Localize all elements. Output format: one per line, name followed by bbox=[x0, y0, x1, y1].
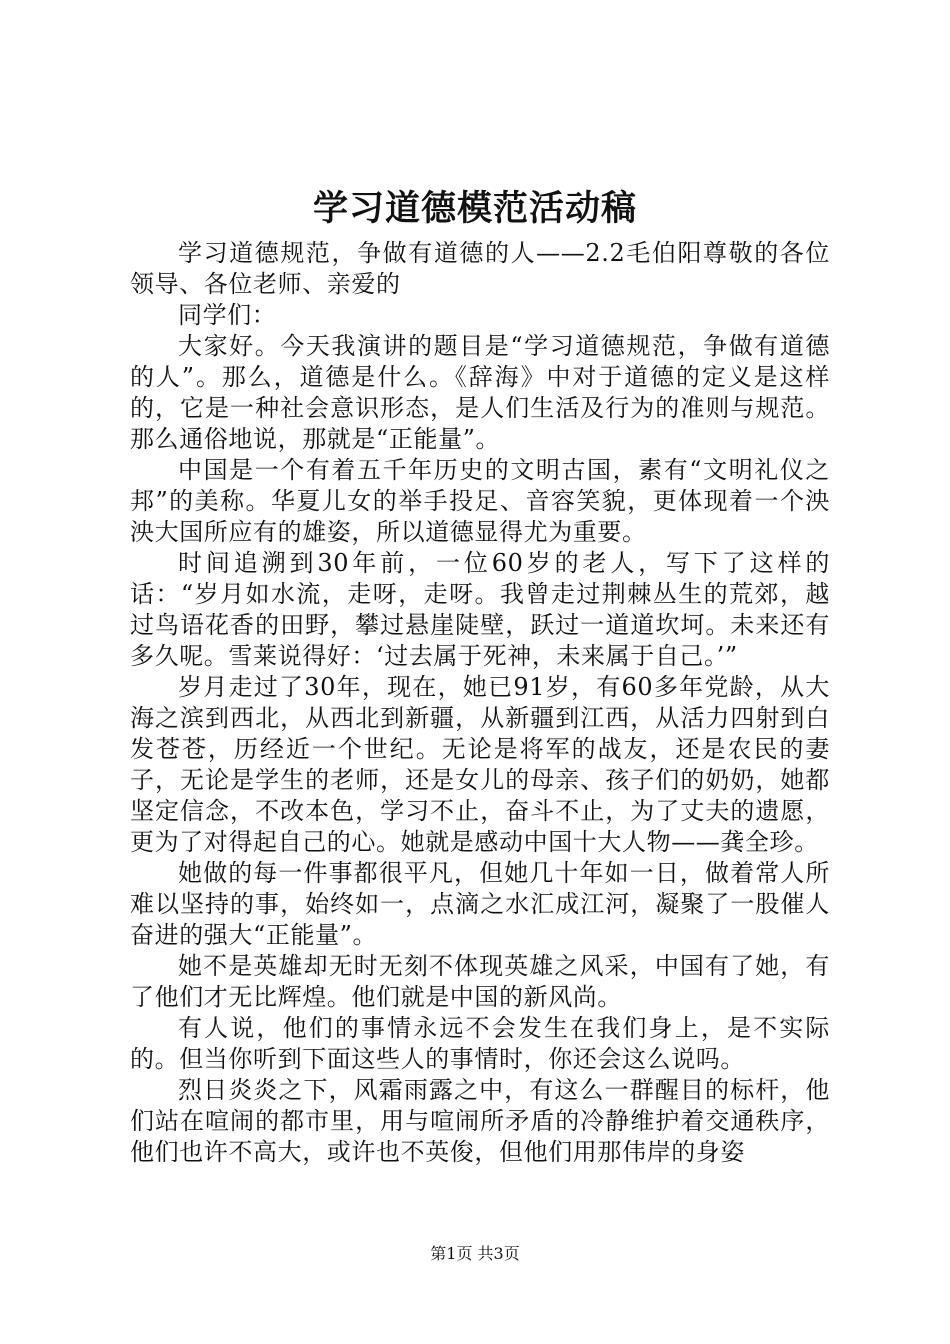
paragraph: 时间追溯到30年前，一位60岁的老人，写下了这样的话：“岁月如水流，走呀，走呀。我曾走过荆棘丛生的荒郊，越过鸟语花香的田野，攀过悬崖陡壁，跃过一道道坎坷。未来还有多久呢。雪莱说得好：‘过去属于死神，未来属于自己。’” bbox=[130, 549, 830, 670]
paragraph: 烈日炎炎之下，风霜雨露之中，有这么一群醒目的标杆，他们站在喧闹的都市里，用与喧闹所矛盾的冷静维护着交通秩序，他们也许不高大，或许也不英俊，但他们用那伟岸的身姿 bbox=[130, 1076, 830, 1166]
paragraph: 有人说，他们的事情永远不会发生在我们身上，是不实际的。但当你听到下面这些人的事情时，你还会这么说吗。 bbox=[130, 1014, 830, 1073]
document-body bbox=[130, 238, 830, 1168]
document-title: 学习道德模范活动稿 bbox=[312, 188, 637, 229]
paragraph: 学习道德规范，争做有道德的人——2.2毛伯阳尊敬的各位领导、各位老师、亲爱的 bbox=[130, 239, 830, 298]
paragraph: 大家好。今天我演讲的题目是“学习道德规范，争做有道德的人”。那么，道德是什么。《辞海》中对于道德的定义是这样的，它是一种社会意识形态，是人们生活及行为的准则与规范。那么通俗地说，那就是“正能量”。 bbox=[130, 332, 830, 453]
paragraph: 同学们： bbox=[178, 301, 277, 329]
page-footer: 第1页 共3页 bbox=[430, 1244, 520, 1263]
paragraph: 她做的每一件事都很平凡，但她几十年如一日，做着常人所难以坚持的事，始终如一，点滴之水汇成江河，凝聚了一股催人奋进的强大“正能量”。 bbox=[130, 859, 830, 949]
paragraph: 岁月走过了30年，现在，她已91岁，有60多年党龄，从大海之滨到西北，从西北到新疆，从新疆到江西，从活力四射到白发苍苍，历经近一个世纪。无论是将军的战友，还是农民的妻子，无论是学生的老师，还是女儿的母亲、孩子们的奶奶，她都坚定信念，不改本色，学习不止，奋斗不止，为了丈夫的遗愿，更为了对得起自己的心。她就是感动中国十大人物——龚全珍。 bbox=[130, 673, 830, 856]
paragraph: 她不是英雄却无时无刻不体现英雄之风采，中国有了她，有了他们才无比辉煌。他们就是中国的新风尚。 bbox=[130, 952, 830, 1011]
paragraph: 中国是一个有着五千年历史的文明古国，素有“文明礼仪之邦”的美称。华夏儿女的举手投足、音容笑貌，更体现着一个泱泱大国所应有的雄姿，所以道德显得尤为重要。 bbox=[130, 456, 830, 546]
